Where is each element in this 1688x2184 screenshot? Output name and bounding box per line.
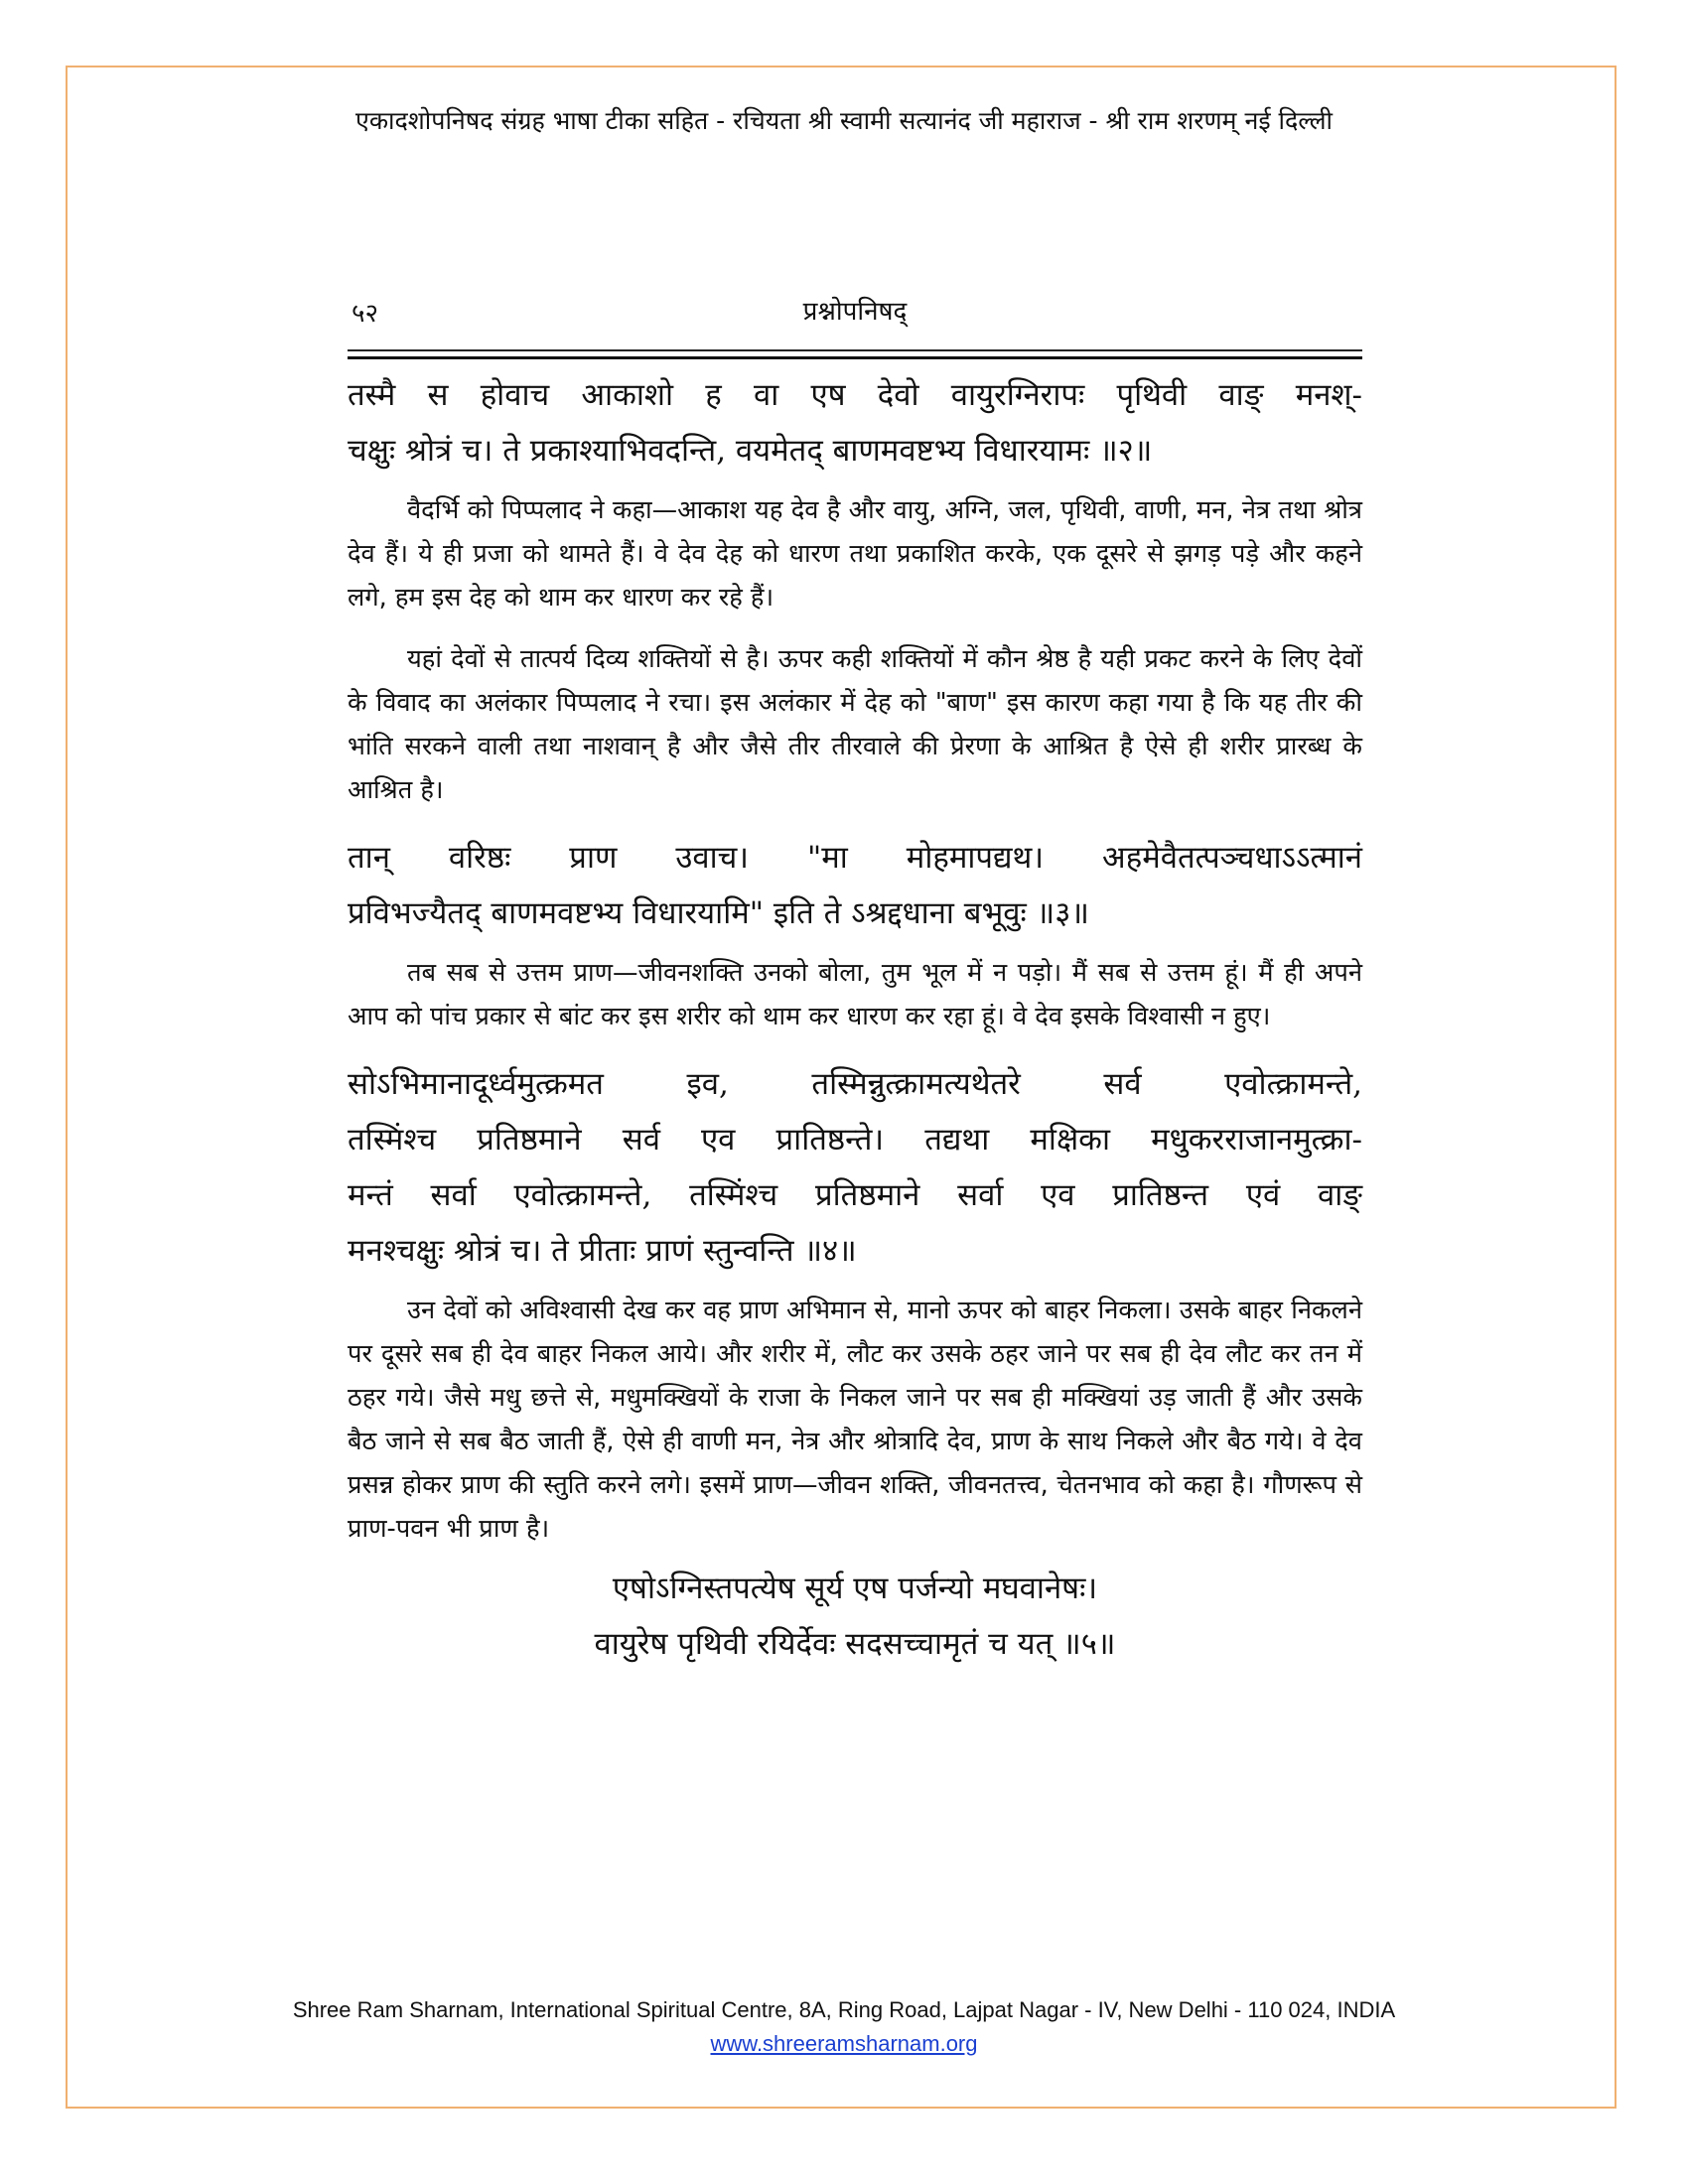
commentary-2: वैदर्भि को पिप्पलाद ने कहा—आकाश यह देव है और वायु, अग्नि, जल, पृथिवी, वाणी, मन, नेत्र तथा श्रोत्र देव हैं। ये ही प्रजा को थामते हैं। वे देव देह को धारण तथा प्रकाशित करके, एक दूसरे से झगड़ पड़े और कहने लगे, हम इस देह को थाम कर धारण कर रहे हैं।: [348, 495, 1362, 613]
page-number: ५२: [352, 299, 379, 329]
commentary-4: उन देवों को अविश्वासी देख कर वह प्राण अभिमान से, मानो ऊपर को बाहर निकला। उसके बाहर निकलने पर दूसरे सब ही देव बाहर निकल आये। और शरीर में, लौट कर उसके ठहर जाने पर सब ही देव लौट कर तन में ठहर गये। जैसे मधु छत्ते से, मधुमक्खियों के राजा के निकल जाने पर सब ही मक्खियां उड़ जाती हैं और उसके बैठ जाने से सब बैठ जाती हैं, ऐसे ही वाणी मन, नेत्र और श्रोत्रादि देव, प्राण के साथ निकले और बैठ गये। वे देव प्रसन्न होकर प्राण की स्तुति करने लगे। इसमें प्राण—जीवन शक्ति, जीवनतत्त्व, चेतनभाव को कहा है। गौणरूप से प्राण-पवन भी प्राण है।: [348, 1296, 1362, 1544]
verse-5: [348, 1561, 1362, 1672]
verse-4: [348, 1056, 1362, 1279]
verse-line: तस्मै स होवाच आकाशो ह वा एष देवो वायुरग्निरापः पृथिवी वाङ् मनश्-: [348, 377, 1362, 413]
footer-address: Shree Ram Sharnam, International Spiritual Centre, 8A, Ring Road, Lajpat Nagar - IV, New Delhi - 110 024, INDIA: [292, 1997, 1396, 2022]
verse-line: तस्मिंश्च प्रतिष्ठमाने सर्व एव प्रातिष्ठन्ते। तद्यथा मक्षिका मधुकरराजानमुत्क्रा-: [348, 1122, 1362, 1158]
chapter-title: प्रश्नोपनिषद्: [802, 297, 908, 327]
commentary-3: तब सब से उत्तम प्राण—जीवनशक्ति उनको बोला, तुम भूल में न पड़ो। मैं सब से उत्तम हूं। मैं ही अपने आप को पांच प्रकार से बांट कर इस शरीर को थाम कर धारण कर रहा हूं। वे देव इसके विश्वासी न हुए।: [348, 958, 1362, 1031]
verse-line: मन्तं सर्वा एवोत्क्रामन्ते, तस्मिंश्च प्रतिष्ठमाने सर्वा एव प्रातिष्ठन्त एवं वाङ्: [348, 1177, 1362, 1213]
header-rule-thick: [348, 356, 1362, 359]
verse-line: मनश्चक्षुः श्रोत्रं च। ते प्रीताः प्राणं स्तुन्वन्ति ॥४॥: [348, 1233, 857, 1269]
scanned-page: [348, 284, 1362, 1932]
verse-line: प्रविभज्यैतद् बाणमवष्टभ्य विधारयामि" इति ते ऽश्रद्दधाना बभूवुः ॥३॥: [348, 895, 1089, 931]
commentary-2b: यहां देवों से तात्पर्य दिव्य शक्तियों से है। ऊपर कही शक्तियों में कौन श्रेष्ठ है यही प्रकट करने के लिए देवों के विवाद का अलंकार पिप्पलाद ने रचा। इस अलंकार में देह को "बाण" इस कारण कहा गया है कि यह तीर की भांति सरकने वाली तथा नाशवान् है और जैसे तीर तीरवाले की प्रेरणा के आश्रित है ऐसे ही शरीर प्रारब्ध के आश्रित है।: [348, 644, 1362, 805]
document-header: एकादशोपनिषद संग्रह भाषा टीका सहित - रचियता श्री स्वामी सत्यानंद जी महाराज - श्री राम शरणम् नई दिल्ली: [355, 106, 1333, 135]
verse-3: [348, 830, 1362, 941]
verse-line: सोऽभिमानादूर्ध्वमुत्क्रमत इव, तस्मिन्नुत्क्रामत्यथेतरे सर्व एवोत्क्रामन्ते,: [348, 1066, 1362, 1102]
verse-line: तान् वरिष्ठः प्राण उवाच। "मा मोहमापद्यथ। अहमेवैतत्पञ्चधाऽऽत्मानं: [348, 840, 1362, 876]
header-rule-thin: [348, 349, 1362, 351]
verse-line: चक्षुः श्रोत्रं च। ते प्रकाश्याभिवदन्ति, वयमेतद् बाणमवष्टभ्य विधारयामः ॥२॥: [348, 433, 1153, 469]
verse-line: वायुरेष पृथिवी रयिर्देवः सदसच्चामृतं च यत् ॥५॥: [594, 1626, 1116, 1662]
running-head: [348, 284, 1362, 334]
website-link[interactable]: www.shreeramsharnam.org: [710, 2031, 978, 2056]
verse-line: एषोऽग्निस्तपत्येष सूर्य एष पर्जन्यो मघवानेषः।: [612, 1570, 1098, 1606]
verse-2: [348, 367, 1362, 478]
footer-link-container: [0, 2031, 1688, 2057]
